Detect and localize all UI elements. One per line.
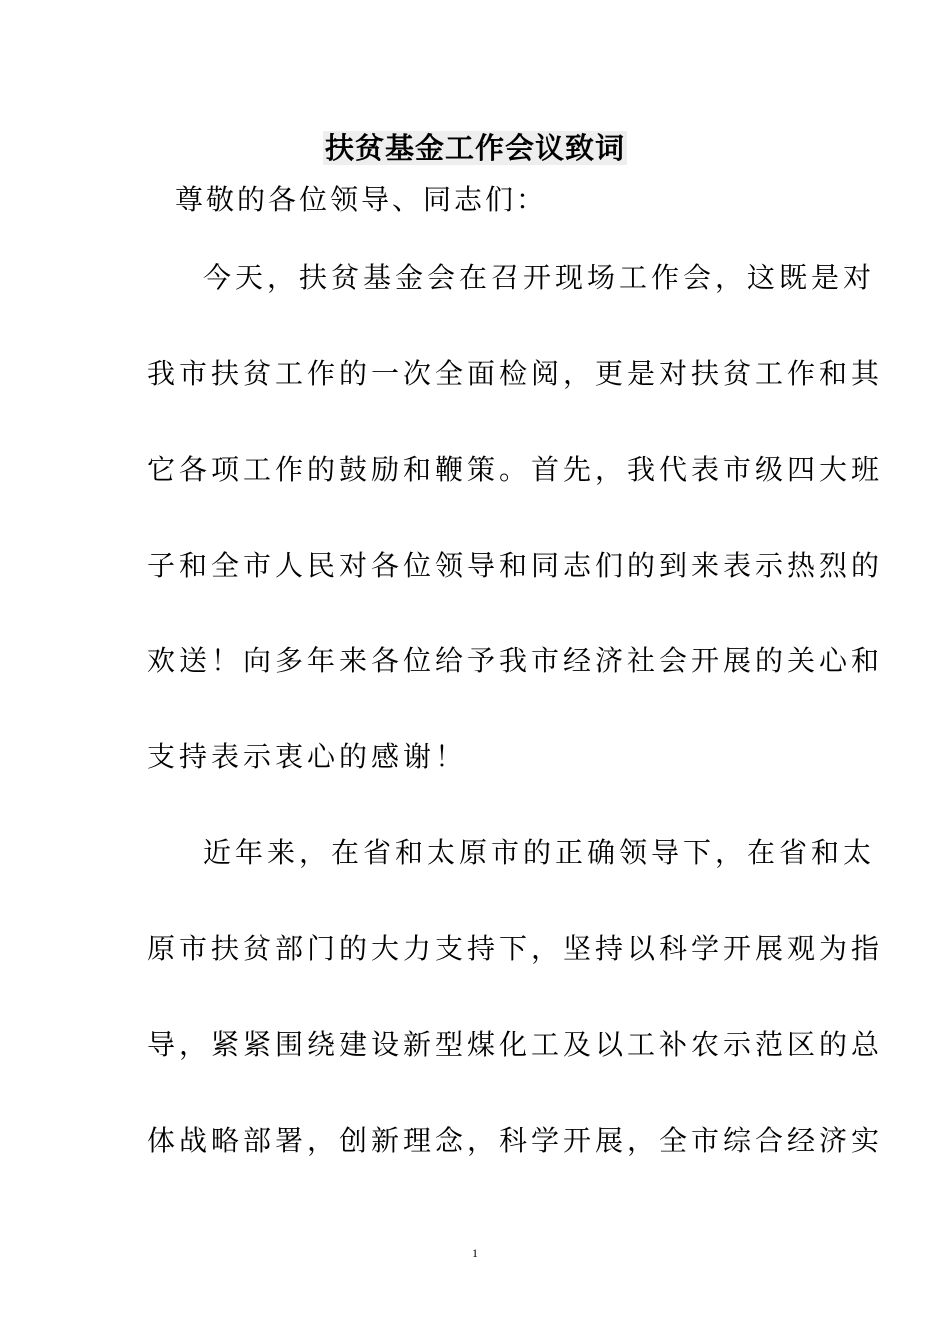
body-text-line: 子和全市人民对各位领导和同志们的到来表示热烈的 [147, 549, 884, 582]
page-number: 1 [472, 1246, 478, 1260]
document-title-text: 扶贫基金工作会议致词 [324, 131, 625, 165]
body-text-line: 欢送！向多年来各位给予我市经济社会开展的关心和 [147, 644, 884, 677]
body-text-line: 近年来，在省和太原市的正确领导下，在省和太 [203, 836, 876, 869]
greeting-line: 尊敬的各位领导、同志们： [175, 183, 548, 216]
body-text-line: 体战略部署，创新理念，科学开展，全市综合经济实 [147, 1124, 884, 1157]
body-text-line: 导，紧紧围绕建设新型煤化工及以工补农示范区的总 [147, 1028, 884, 1061]
body-text-line: 我市扶贫工作的一次全面检阅，更是对扶贫工作和其 [147, 357, 884, 390]
body-text-line: 原市扶贫部门的大力支持下，坚持以科学开展观为指 [147, 932, 884, 965]
body-text-line: 支持表示衷心的感谢！ [147, 740, 468, 773]
document-title [0, 128, 950, 168]
body-text-line: 今天，扶贫基金会在召开现场工作会，这既是对 [203, 261, 876, 294]
body-text-line: 它各项工作的鼓励和鞭策。首先，我代表市级四大班 [147, 453, 884, 486]
